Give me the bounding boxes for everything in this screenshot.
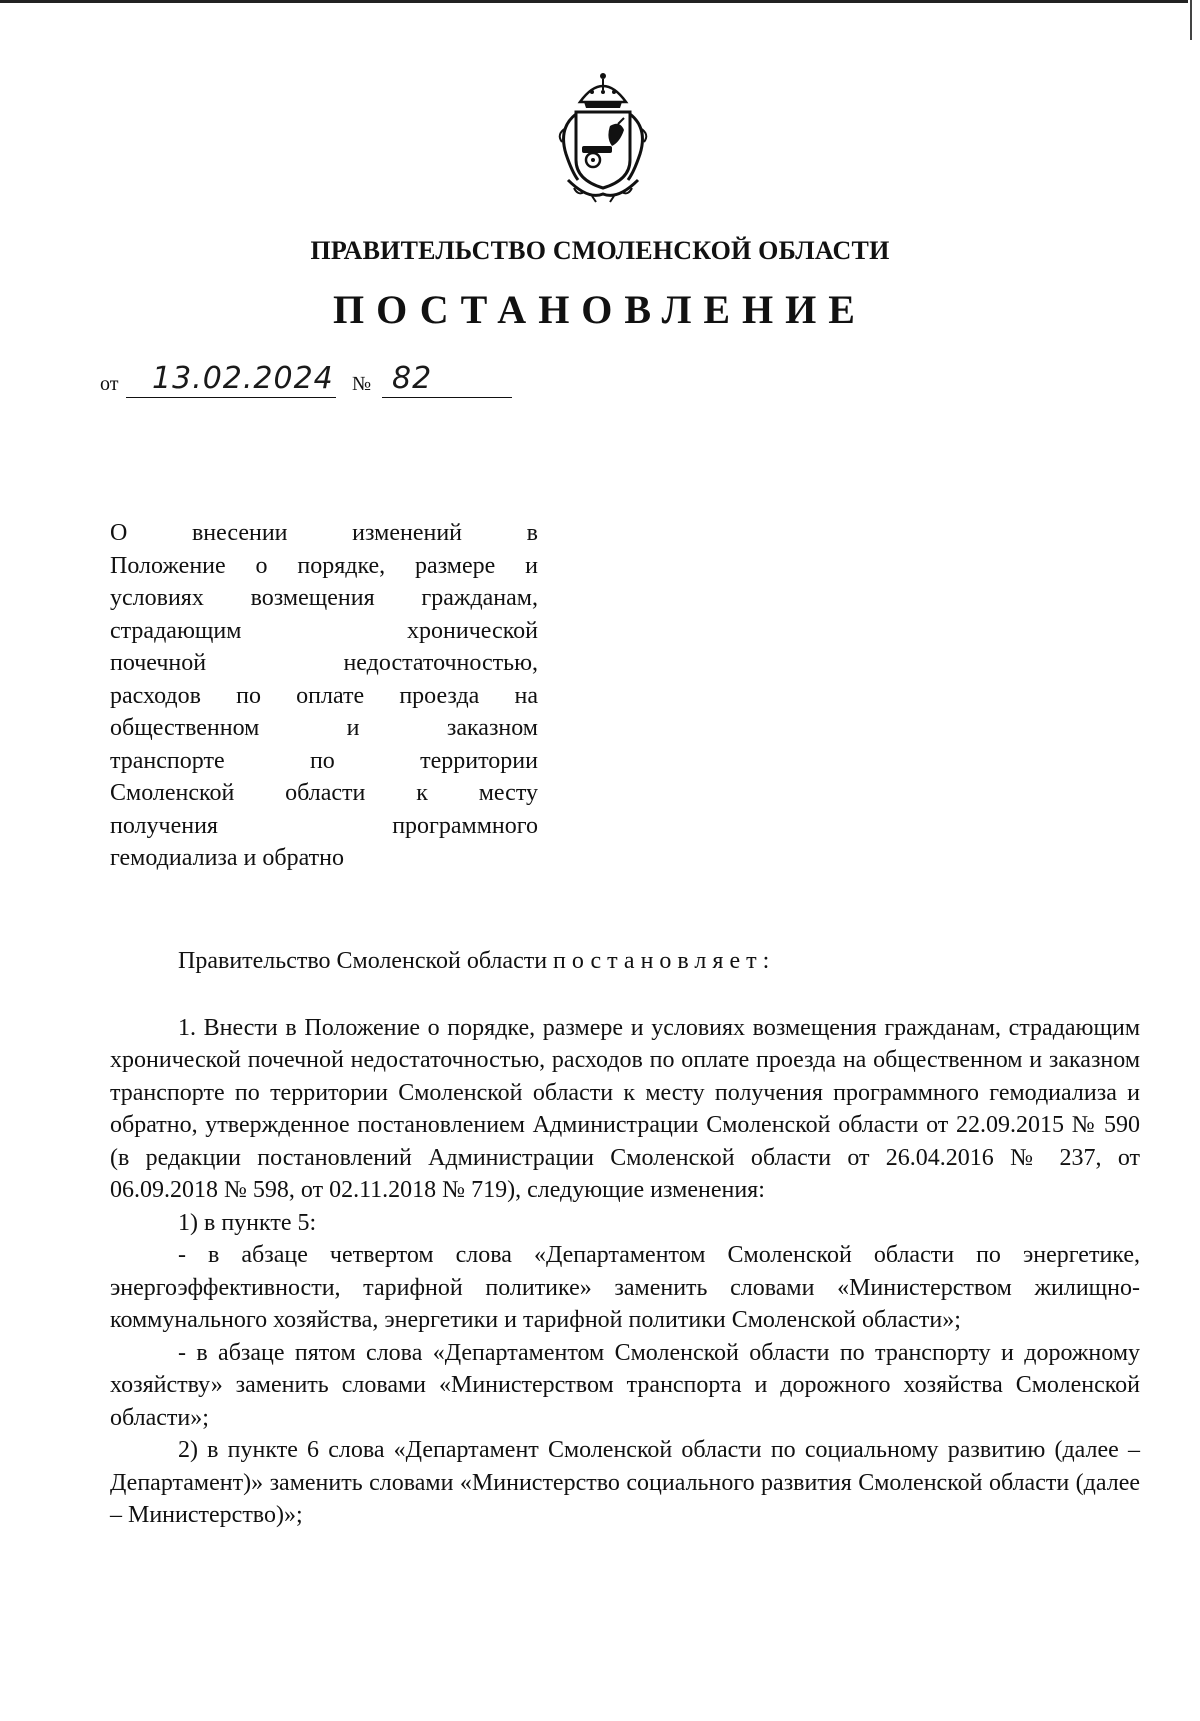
- subject-line: гемодиализа и обратно: [110, 845, 344, 871]
- subject-line: почечной недостаточностью,: [110, 650, 538, 676]
- paragraph-item-2: 2) в пункте 6 слова «Департамент Смоленской области по социальному развитию (далее – Департамент)» заменить словами «Министерство социального развития Смоленской области (далее – Министерство)»;: [110, 1437, 1140, 1528]
- scan-right-border: [1190, 0, 1192, 40]
- handwritten-date: 13.02.2024: [152, 361, 334, 396]
- subject-line: получения программного: [110, 812, 538, 839]
- subject-line: транспорте по территории: [110, 747, 538, 774]
- subject-line: Смоленской области к месту: [110, 780, 538, 806]
- date-number-row: [100, 360, 540, 400]
- paragraph-abzac-4: - в абзаце четвертом слова «Департаментом Смоленской области по энергетике, энергоэффективности, тарифной политике» заменить словами «Министерством жилищно-коммунального хозяйства, энергетики и тарифной политики Смоленской области»;: [110, 1242, 1140, 1333]
- government-title: ПРАВИТЕЛЬСТВО СМОЛЕНСКОЙ ОБЛАСТИ: [310, 236, 890, 265]
- paragraph-item-1: 1) в пункте 5:: [178, 1209, 317, 1236]
- enacting-clause-start: Правительство Смоленской области: [178, 948, 548, 974]
- document-type-title: ПОСТАНОВЛЕНИЕ: [333, 287, 867, 332]
- subject-line: общественном и заказном: [110, 715, 538, 741]
- number-underline: [382, 397, 512, 398]
- subject-line: О внесении изменений в: [110, 520, 538, 546]
- smolensk-coat-of-arms-icon: [548, 68, 658, 208]
- enacting-clause-verb: постановляет:: [553, 948, 776, 974]
- subject-line: страдающим хронической: [110, 617, 538, 644]
- paragraph-abzac-5: - в абзаце пятом слова «Департаментом Смоленской области по транспорту и дорожному хозяйству» заменить словами «Министерством транспорта и дорожного хозяйства Смоленской области»;: [110, 1339, 1140, 1431]
- paragraph-1: 1. Внести в Положение о порядке, размере и условиях возмещения гражданам, страдающим хронической почечной недостаточностью, расходов по оплате проезда на общественном и заказном транспорте по территории Смоленской области к месту получения программного гемодиализа и обратно, утвержденное постановлением Администрации Смоленской области от 22.09.2015 № 590 (в редакции постановлений Администрации Смоленской области от 26.04.2016 № 237, от 06.09.2018 № 598, от 02.11.2018 № 719), следующие изменения:: [110, 1014, 1140, 1203]
- subject-line: Положение о порядке, размере и: [110, 552, 538, 579]
- enacting-clause: [110, 945, 1140, 978]
- scan-top-border: [0, 0, 1188, 3]
- document-body: [110, 945, 1140, 1532]
- from-label: от: [100, 373, 119, 395]
- subject-line: расходов по оплате проезда на: [110, 682, 538, 709]
- date-underline: [126, 397, 336, 398]
- document-subject: [110, 517, 538, 875]
- handwritten-number: 82: [392, 361, 433, 396]
- subject-line: условиях возмещения гражданам,: [110, 585, 538, 611]
- number-label: №: [352, 373, 372, 395]
